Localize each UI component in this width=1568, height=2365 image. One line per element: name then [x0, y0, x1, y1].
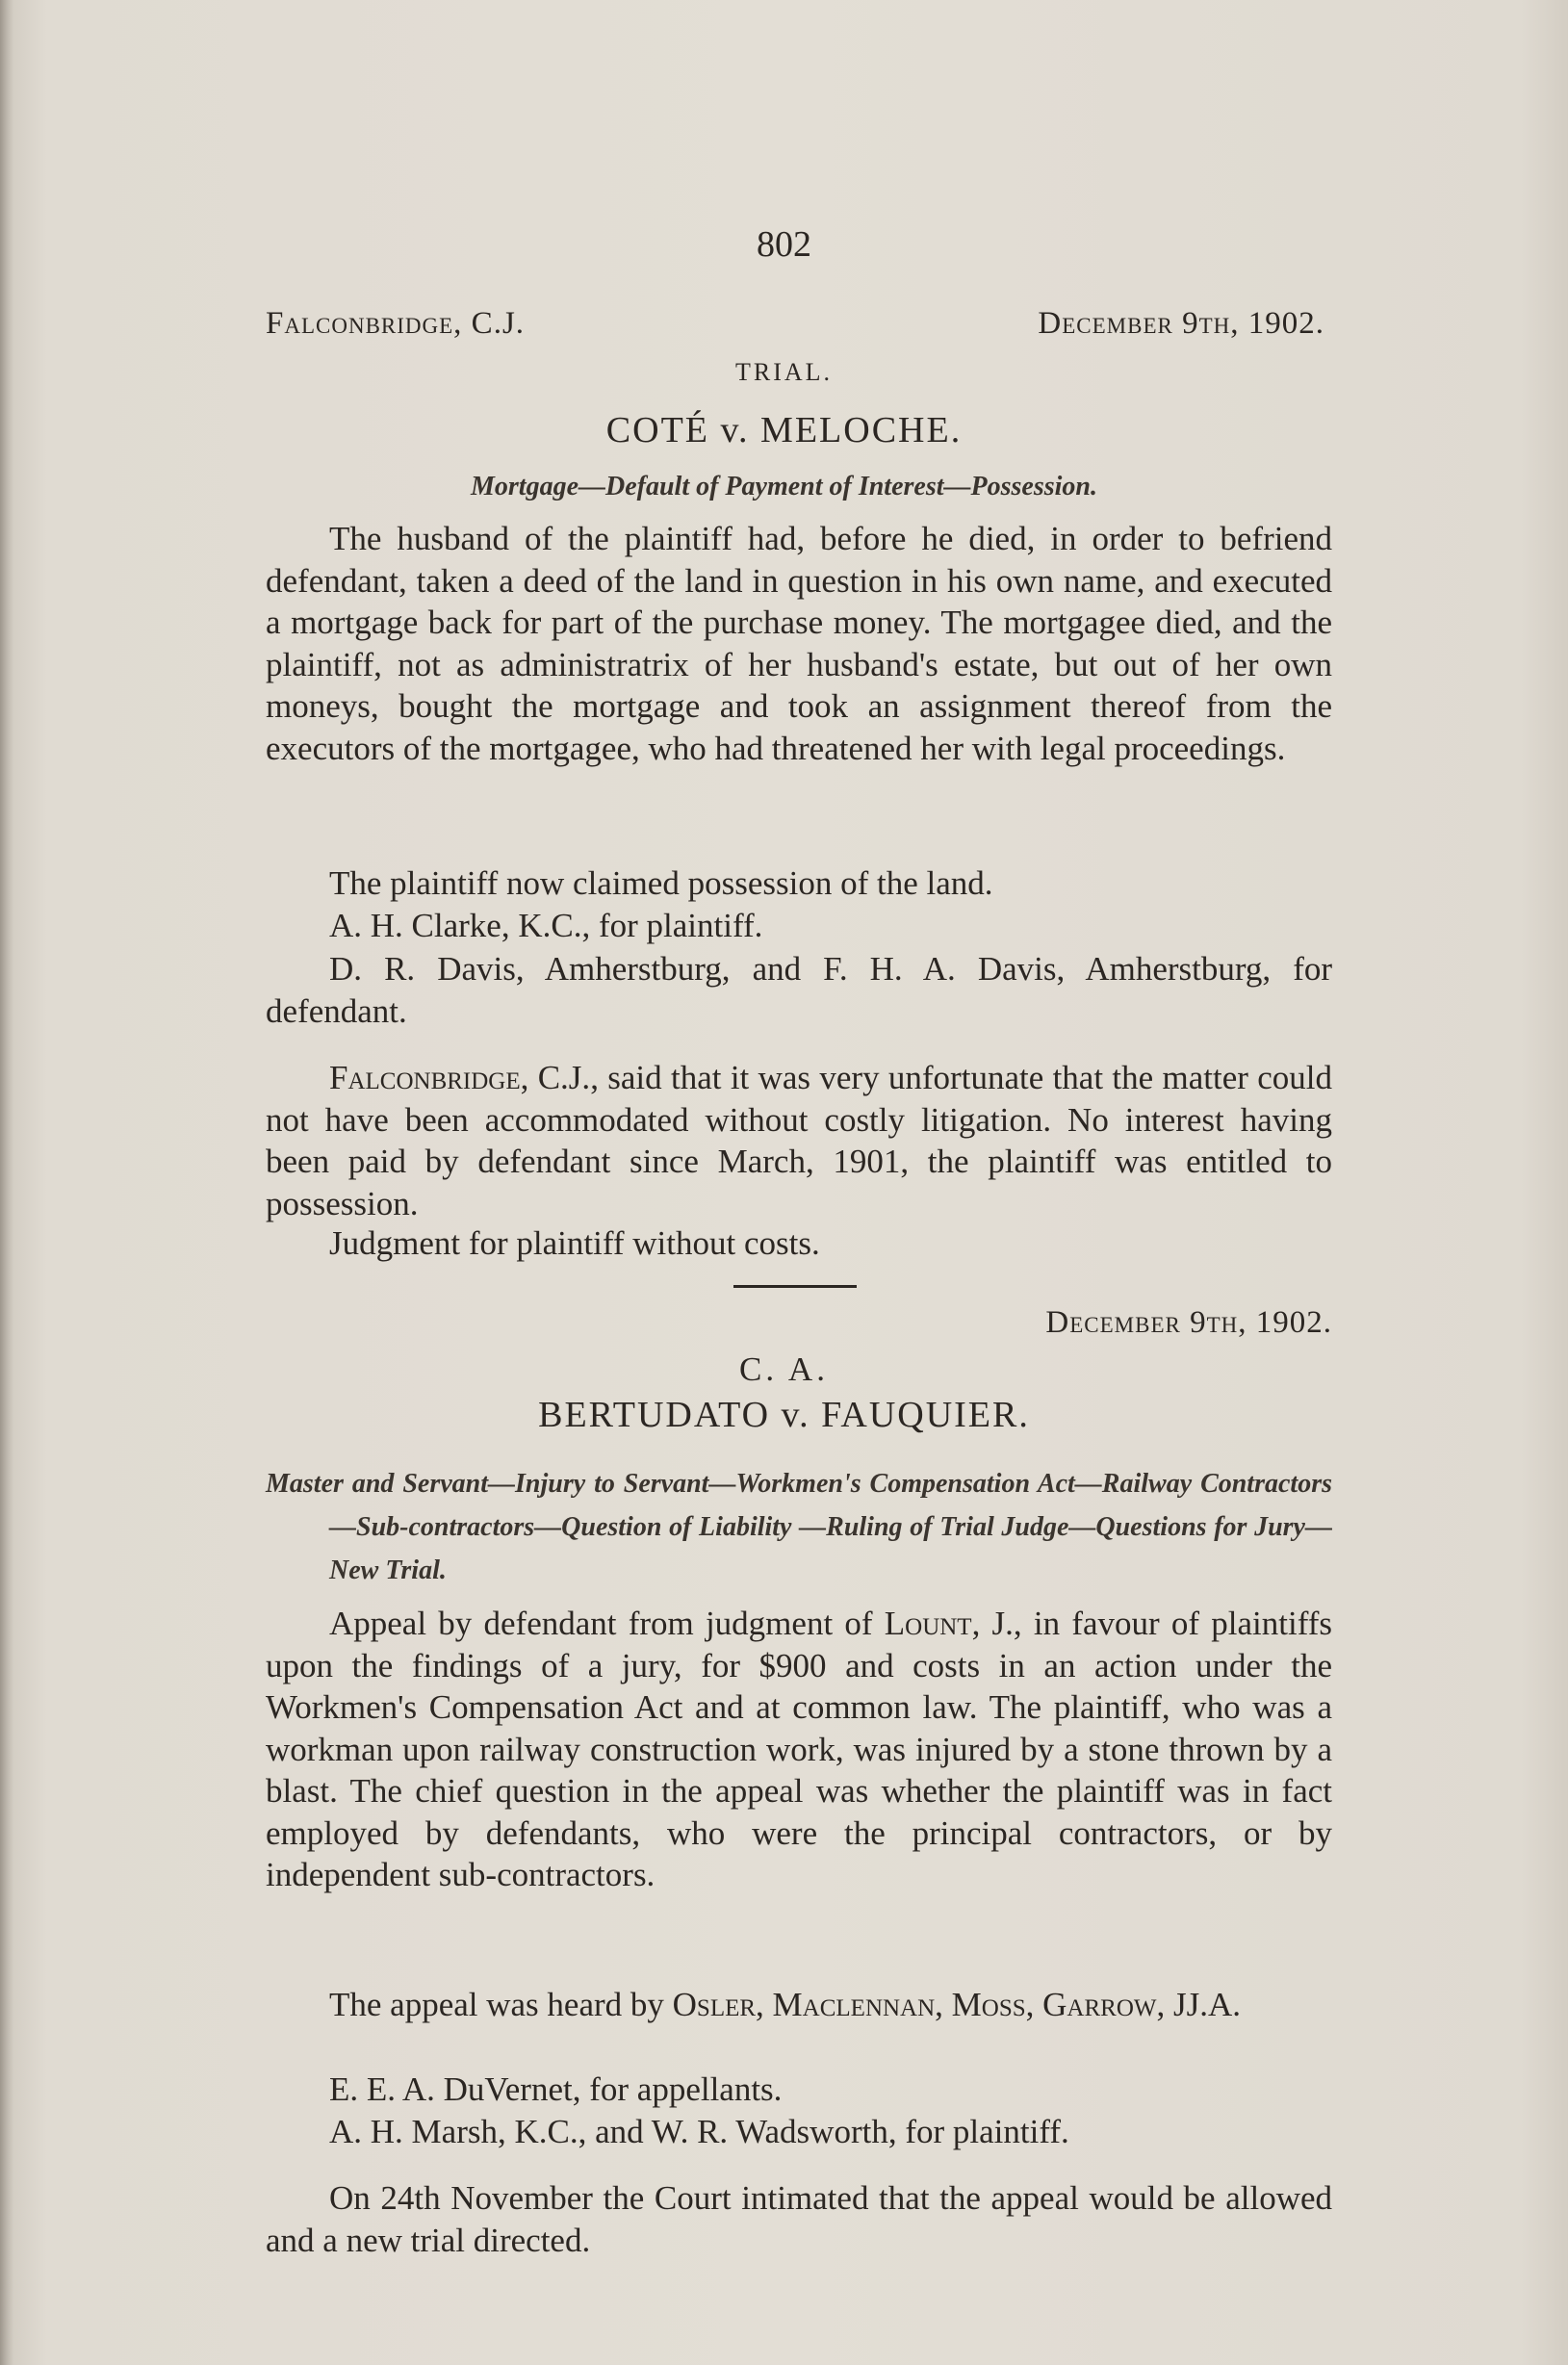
case1-title: COTÉ v. MELOCHE.	[605, 410, 963, 450]
case1-date: December 9th, 1902.	[1038, 306, 1324, 341]
case2-headnote: Master and Servant—Injury to Servant—Workmen's Compensation Act—Railway Contractors—Sub-contractors—Question of Liability —Ruling of Trial Judge—Questions for Jury—New Trial.	[266, 1469, 1332, 1585]
case1-counsel-plaintiff: A. H. Clarke, K.C., for plaintiff.	[329, 907, 763, 944]
page-number: 802	[757, 224, 811, 265]
case2-heard-suffix: , JJ.A.	[1156, 1986, 1242, 2023]
case2-date: December 9th, 1902.	[1045, 1305, 1332, 1340]
case1-facts-paragraph: The husband of the plaintiff had, before he died, in order to befriend defendant, taken a deed of the land in question in his own name, and executed a mortgage back for part of the purchase money. The mortgagee died, and the plaintiff, not as administratrix of her husband's estate, but out of her own moneys, bought the mortgage and took an assignment thereof from the executors of the mortgagee, who had threatened her with legal proceedings.	[266, 520, 1332, 767]
case2-counsel-appellants: E. E. A. DuVernet, for appellants.	[329, 2070, 783, 2108]
case2-heard-intro: The appeal was heard by	[329, 1986, 673, 2023]
case2-heard-judges: Osler, Maclennan, Moss, Garrow	[672, 1986, 1157, 2023]
page-spine-shadow	[0, 0, 13, 2365]
case1-claim-paragraph: The plaintiff now claimed possession of the land.	[329, 864, 993, 902]
case2-appeal-judge: Lount	[884, 1605, 972, 1642]
case2-title: BERTUDATO v. FAUQUIER.	[538, 1395, 1030, 1435]
case1-court: TRIAL.	[734, 358, 834, 386]
case2-heard-paragraph	[266, 1984, 1332, 2026]
case1-counsel-defendant: D. R. Davis, Amherstburg, and F. H. A. Davis, Amherstburg, for defendant.	[266, 950, 1332, 1030]
case1-result: Judgment for plaintiff without costs.	[329, 1224, 820, 1262]
case1-judgment-paragraph	[266, 1057, 1332, 1224]
case2-appeal-paragraph	[266, 1603, 1332, 1896]
case2-counsel-plaintiff: A. H. Marsh, K.C., and W. R. Wadsworth, for plaintiff.	[329, 2113, 1069, 2150]
case1-judgment-judge: Falconbridge, C.J.	[329, 1059, 591, 1096]
case1-judge: Falconbridge, C.J.	[266, 306, 526, 341]
case2-appeal-intro: Appeal by defendant from judgment of	[329, 1605, 885, 1642]
case1-judgment-text: , said that it was very unfortunate that the matter could not have been accommodated without costly litigation. No interest having been paid by defendant since March, 1901, the plaintiff was entitled to possession.	[266, 1059, 1332, 1222]
case1-headnote: Mortgage—Default of Payment of Interest—Possession.	[471, 472, 1097, 501]
case2-appeal-text: , J., in favour of plaintiffs upon the findings of a jury, for $900 and costs in an action under the Workmen's Compensation Act and at common law. The plaintiff, who was a workman upon railway construction work, was injured by a stone thrown by a blast. The chief question in the appeal was whether the plaintiff was in fact employed by defendants, who were the principal contractors, or by independent sub-contractors.	[266, 1605, 1333, 1893]
case2-closing-paragraph: On 24th November the Court intimated that the appeal would be allowed and a new trial directed.	[266, 2179, 1332, 2259]
section-divider	[733, 1285, 857, 1288]
case2-court: C. A.	[739, 1350, 829, 1388]
